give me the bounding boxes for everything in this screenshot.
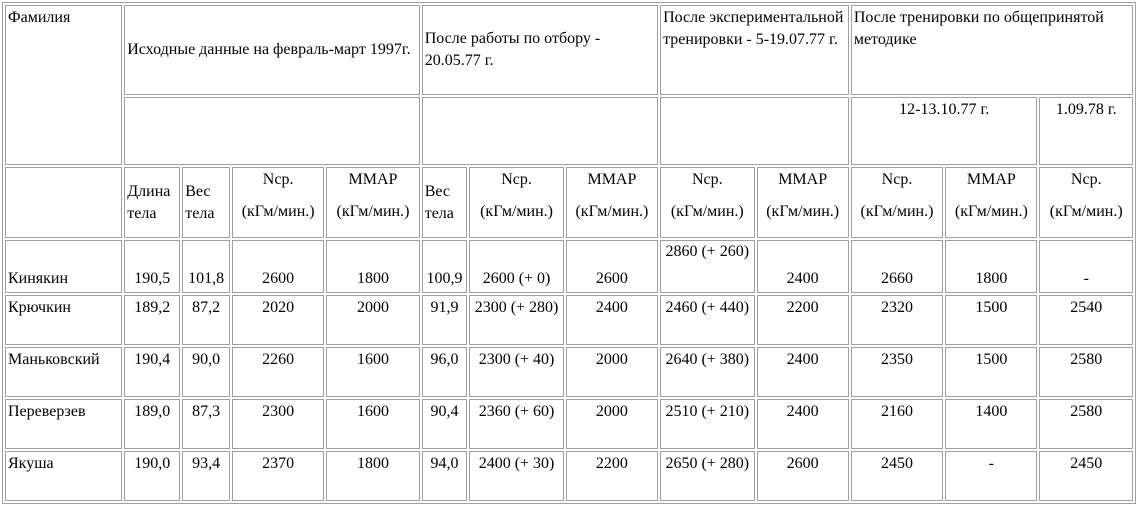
table-row [5,451,1133,501]
empty-cell [124,97,419,165]
n-header: Nср. (кГм/мин.) [660,167,754,238]
weight-cell: 101,8 [182,240,230,293]
mmap-cell: 2400 [757,399,849,449]
mmap-header: ММАР (кГм/мин.) [945,167,1037,238]
mmap-cell: 1500 [945,347,1037,397]
weight-cell: 100,9 [422,240,468,293]
results-table [2,2,1136,504]
weight-cell: 93,4 [182,451,230,501]
n-cell: 2300 [232,399,324,449]
length-cell: 190,0 [124,451,180,501]
n-cell: 2360 (+ 60) [469,399,563,449]
n-cell: 2460 (+ 440) [660,295,754,345]
mmap-cell: 1800 [945,240,1037,293]
n-cell: 2260 [232,347,324,397]
n-cell: 2540 [1039,295,1133,345]
n-cell: 2580 [1039,399,1133,449]
table-row [5,240,1133,293]
group-after-experimental-header: После экспериментальной тренировки - 5-19.07.77 г. [660,5,849,95]
n-header: Nср. (кГм/мин.) [1039,167,1133,238]
n-cell: 2020 [232,295,324,345]
mmap-cell: 2000 [326,295,419,345]
header-row-groups [5,5,1133,95]
length-cell: 189,0 [124,399,180,449]
table-row [5,295,1133,345]
weight-header: Вес тела [182,167,230,238]
mmap-cell: 1800 [326,451,419,501]
weight-cell: 87,2 [182,295,230,345]
mmap-cell: 2400 [757,347,849,397]
surname-cell: Маньковский [5,347,122,397]
n-cell: 2660 [851,240,943,293]
mmap-cell: 2600 [757,451,849,501]
empty-cell [422,97,658,165]
length-cell: 189,2 [124,295,180,345]
n-cell: 2600 [232,240,324,293]
n-header: Nср. (кГм/мин.) [851,167,943,238]
n-cell: 2580 [1039,347,1133,397]
n-cell: 2320 [851,295,943,345]
n-cell: 2640 (+ 380) [660,347,754,397]
empty-cell [660,97,849,165]
length-cell: 190,5 [124,240,180,293]
n-cell: 2450 [851,451,943,501]
mmap-header: ММАР (кГм/мин.) [757,167,849,238]
n-cell: 2650 (+ 280) [660,451,754,501]
weight-cell: 91,9 [422,295,468,345]
n-cell: 2350 [851,347,943,397]
mmap-cell: 2200 [566,451,658,501]
mmap-cell: 2600 [566,240,658,293]
surname-cell: Крючкин [5,295,122,345]
weight-cell: 87,3 [182,399,230,449]
n-cell: 2300 (+ 280) [469,295,563,345]
group-initial-header: Исходные данные на февраль-март 1997г. [124,5,419,95]
weight-cell: 90,4 [422,399,468,449]
date-header-2: 1.09.78 г. [1039,97,1133,165]
n-cell: 2600 (+ 0) [469,240,563,293]
mmap-cell: 1500 [945,295,1037,345]
surname-header: Фамилия [5,5,122,165]
table-row [5,399,1133,449]
mmap-cell: 1600 [326,399,419,449]
mmap-cell: 1400 [945,399,1037,449]
group-after-selection-header: После работы по отбору - 20.05.77 г. [422,5,658,95]
date-header-1: 12-13.10.77 г. [851,97,1038,165]
length-cell: 190,4 [124,347,180,397]
n-cell: 2400 (+ 30) [469,451,563,501]
surname-cell: Якуша [5,451,122,501]
n-cell: 2450 [1039,451,1133,501]
weight-cell: 90,0 [182,347,230,397]
mmap-header: ММАР (кГм/мин.) [566,167,658,238]
mmap-cell: 2200 [757,295,849,345]
mmap-cell: 2400 [566,295,658,345]
mmap-cell: - [945,451,1037,501]
n-cell: 2300 (+ 40) [469,347,563,397]
n-cell: 2510 (+ 210) [660,399,754,449]
mmap-cell: 1800 [326,240,419,293]
empty-cell [5,167,122,238]
group-after-standard-header: После тренировки по общепринятой методике [851,5,1133,95]
n-cell: - [1039,240,1133,293]
table-row [5,347,1133,397]
header-row-columns [5,167,1133,238]
n-cell: 2370 [232,451,324,501]
weight-cell: 96,0 [422,347,468,397]
surname-cell: Кинякин [5,240,122,293]
mmap-cell: 2400 [757,240,849,293]
surname-cell: Переверзев [5,399,122,449]
mmap-cell: 2000 [566,399,658,449]
mmap-cell: 2000 [566,347,658,397]
n-cell: 2860 (+ 260) [660,240,754,293]
weight-cell: 94,0 [422,451,468,501]
weight-header: Вес тела [422,167,468,238]
n-header: Nср. (кГм/мин.) [469,167,563,238]
n-cell: 2160 [851,399,943,449]
n-header: Nср. (кГм/мин.) [232,167,324,238]
mmap-cell: 1600 [326,347,419,397]
mmap-header: ММАР (кГм/мин.) [326,167,419,238]
header-row-dates [5,97,1133,165]
length-header: Длина тела [124,167,180,238]
